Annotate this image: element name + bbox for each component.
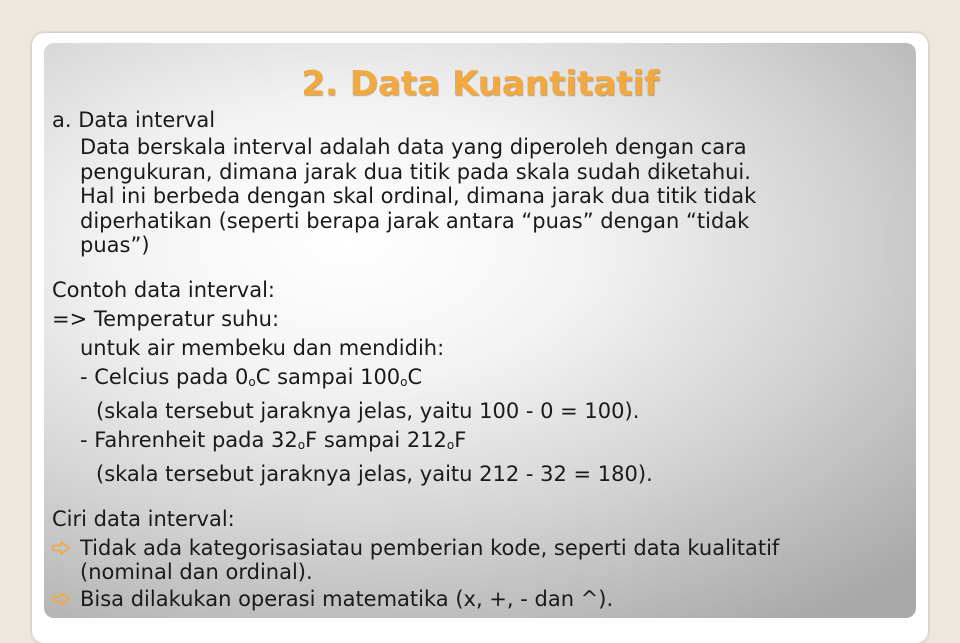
fahrenheit-suffix: F — [454, 427, 467, 452]
arrow-right-icon — [52, 541, 70, 555]
slide-body — [52, 106, 916, 611]
slide-title: 2. Data Kuantitatif — [301, 64, 659, 104]
example-heading: Contoh data interval: — [52, 277, 276, 302]
paragraph-line: pengukuran, dimana jarak dua titik pada skala sudah diketahui. — [80, 159, 751, 184]
spacer — [52, 489, 916, 505]
fahrenheit-note: (skala tersebut jaraknya jelas, yaitu 212 - 32 = 180). — [96, 461, 653, 486]
celcius-note: (skala tersebut jaraknya jelas, yaitu 100 - 0 = 100). — [96, 398, 640, 423]
celcius-prefix: - Celcius pada 0 — [80, 364, 249, 389]
ciri-heading: Ciri data interval: — [52, 506, 235, 531]
degree-mark: o — [248, 374, 256, 389]
example-intro: untuk air membeku dan mendidih: — [80, 335, 445, 360]
slide — [44, 43, 916, 618]
bullet-line: Tidak ada kategorisasiatau pemberian kode, seperti data kualitatif — [80, 535, 780, 560]
bullet-item — [52, 587, 916, 612]
paragraph-line: Hal ini berbeda dengan skal ordinal, dimana jarak dua titik tidak — [80, 184, 757, 208]
bullet-line: (nominal dan ordinal). — [80, 560, 313, 584]
spacer — [52, 258, 916, 276]
celcius-suffix: C — [407, 364, 423, 389]
bullet-item — [52, 536, 916, 585]
paragraph-line: Data berskala interval adalah data yang diperoleh dengan cara — [80, 135, 747, 159]
fahrenheit-prefix: - Fahrenheit pada 32 — [80, 427, 298, 452]
paragraph-line: puas”) — [80, 233, 150, 257]
arrow-right-icon — [52, 592, 70, 606]
degree-mark: o — [297, 437, 306, 452]
section-heading: a. Data interval — [52, 108, 216, 132]
degree-mark: o — [400, 374, 408, 389]
fahrenheit-line — [80, 426, 916, 460]
celcius-mid: C sampai 100 — [255, 364, 401, 389]
example-topic: => Temperatur suhu: — [52, 306, 280, 331]
bullet-line: Bisa dilakukan operasi matematika (x, +, - dan ^). — [80, 586, 614, 611]
fahrenheit-mid: F sampai 212 — [305, 427, 447, 452]
definition-paragraph — [80, 135, 910, 258]
paragraph-line: diperhatikan (seperti berapa jarak antara “puas” dengan “tidak — [80, 208, 750, 233]
celcius-line — [80, 363, 916, 397]
degree-mark: o — [446, 437, 455, 452]
